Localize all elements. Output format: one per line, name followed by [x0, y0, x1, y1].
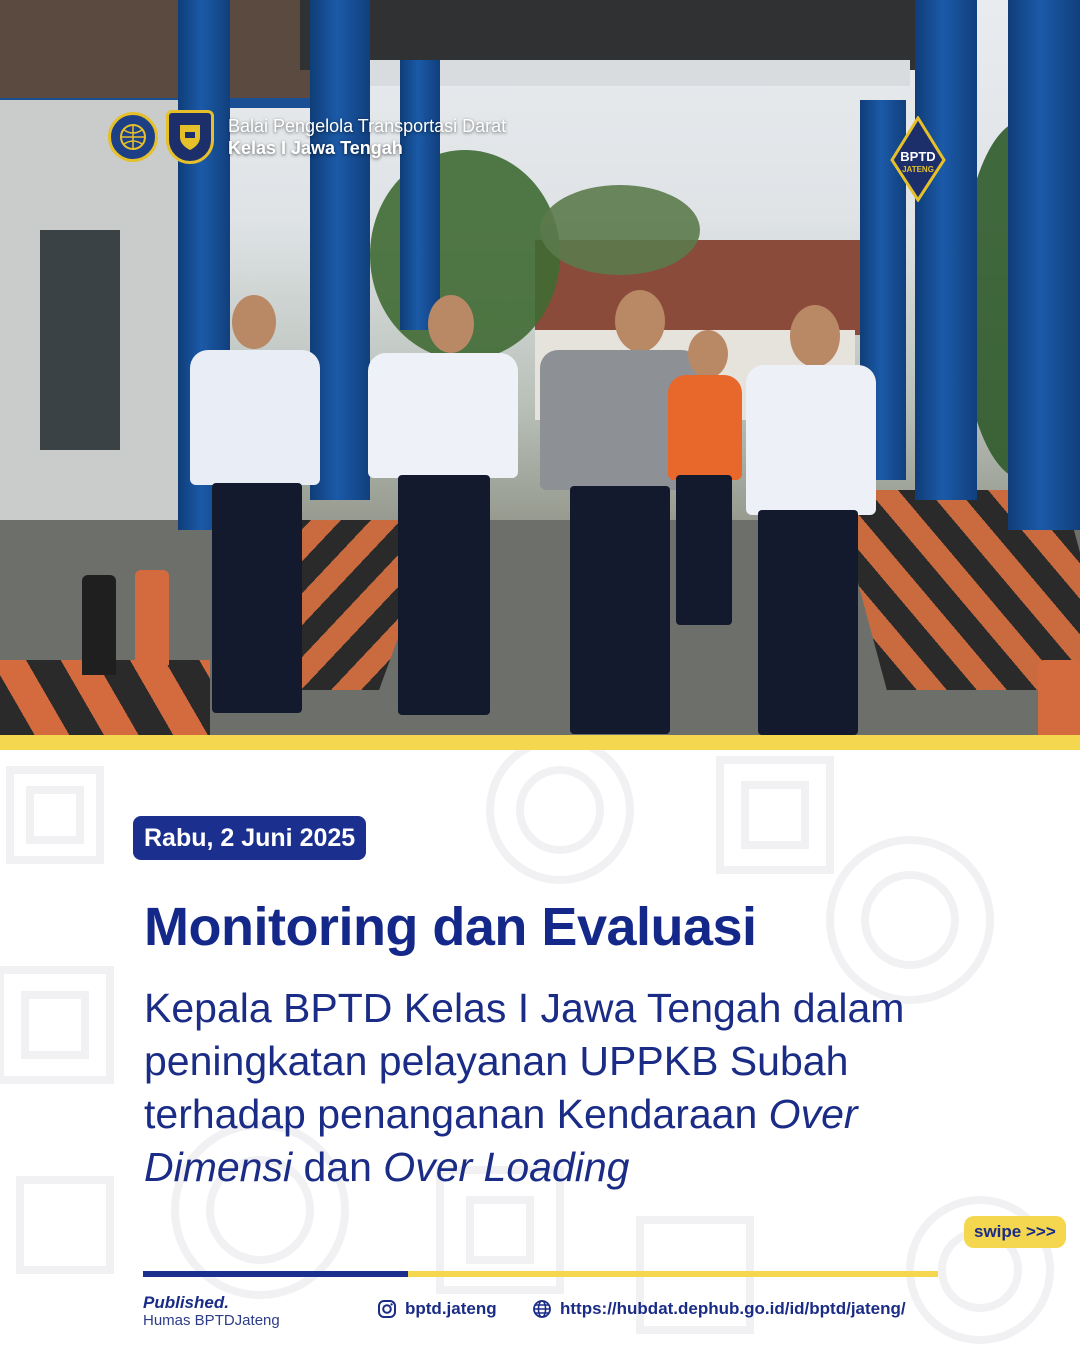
website-link[interactable]	[532, 1299, 906, 1319]
date-badge: Rabu, 2 Juni 2025	[133, 816, 366, 860]
published-credit	[143, 1294, 280, 1329]
blue-pillar	[400, 60, 440, 330]
bollard	[82, 575, 116, 675]
badge-text-bottom: JATENG	[902, 165, 934, 174]
divider-yellow	[408, 1271, 938, 1277]
globe-icon	[532, 1299, 552, 1319]
desc-text-1: Kepala BPTD Kelas I Jawa Tengah dalam peningkatan pelayanan UPPKB Subah terhadap penanganan Kendaraan	[144, 985, 905, 1137]
instagram-handle[interactable]	[377, 1299, 497, 1319]
post-description	[144, 982, 964, 1194]
post-title: Monitoring dan Evaluasi	[144, 897, 757, 957]
published-label: Published.	[143, 1293, 229, 1312]
bollard	[1038, 660, 1080, 735]
published-by: Humas BPTDJateng	[143, 1312, 280, 1329]
booth-window	[40, 230, 120, 450]
bptd-jateng-badge	[888, 116, 948, 202]
desc-italic-2: Over Loading	[383, 1144, 630, 1190]
org-name-line2: Kelas I Jawa Tengah	[228, 138, 403, 158]
blue-pillar	[1008, 0, 1080, 530]
divider-blue	[143, 1271, 408, 1277]
instagram-icon	[377, 1299, 397, 1319]
blue-pillar	[915, 0, 977, 500]
swipe-hint[interactable]: swipe >>>	[964, 1216, 1066, 1248]
badge-text-top: BPTD	[900, 149, 936, 164]
jateng-shield-logo	[166, 110, 214, 164]
website-text[interactable]: https://hubdat.dephub.go.id/id/bptd/jateng/	[560, 1299, 906, 1318]
desc-italic-1: Over Dimensi	[144, 1091, 858, 1190]
bollard	[135, 570, 169, 665]
desc-text-2: dan	[292, 1144, 384, 1190]
organization-brand	[108, 110, 506, 164]
kemenhub-logo	[108, 112, 158, 162]
post-body	[0, 750, 1080, 1351]
booth-roof	[0, 0, 330, 100]
accent-band	[0, 735, 1080, 750]
tree	[540, 185, 700, 275]
instagram-text[interactable]: bptd.jateng	[405, 1299, 497, 1318]
org-name-line1: Balai Pengelola Transportasi Darat	[228, 116, 507, 136]
